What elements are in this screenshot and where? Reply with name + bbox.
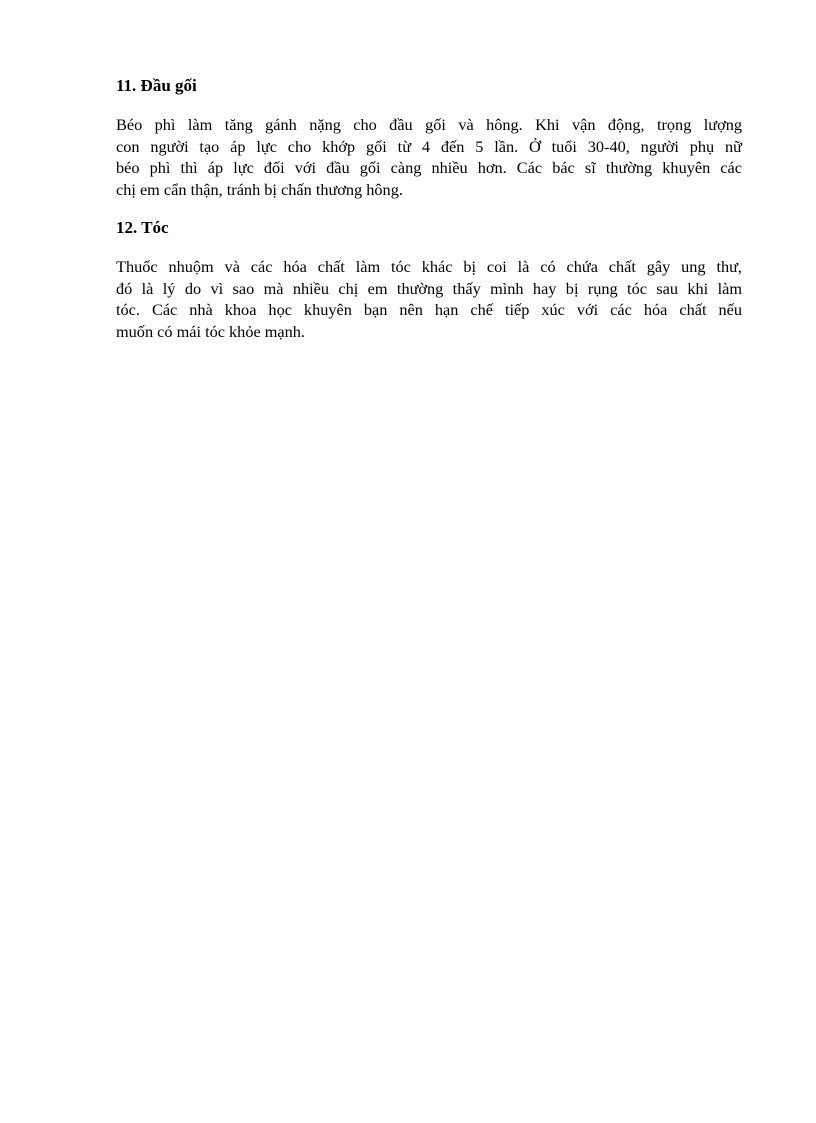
- section-paragraph: [116, 114, 742, 200]
- paragraph-line: con người tạo áp lực cho khớp gối từ 4 đến 5 lần. Ở tuổi 30-40, người phụ nữ: [116, 136, 742, 156]
- section-heading: 12. Tóc: [116, 218, 169, 237]
- paragraph-line: tóc. Các nhà khoa học khuyên bạn nên hạn chế tiếp xúc với các hóa chất nếu: [116, 300, 742, 319]
- section-heading: 11. Đầu gối: [116, 76, 197, 95]
- paragraph-line: muốn có mái tóc khỏe mạnh.: [116, 321, 305, 341]
- document-body: [116, 74, 742, 342]
- paragraph-line: đó là lý do vì sao mà nhiều chị em thường thấy mình hay bị rụng tóc sau khi làm: [116, 278, 742, 298]
- paragraph-line: Thuốc nhuộm và các hóa chất làm tóc khác bị coi là có chứa chất gây ung thư,: [116, 257, 742, 276]
- paragraph-line: Béo phì làm tăng gánh nặng cho đầu gối và hông. Khi vận động, trọng lượng: [116, 115, 742, 134]
- section-paragraph: [116, 256, 742, 342]
- section-knees: [116, 74, 742, 200]
- paragraph-line: béo phì thì áp lực đối với đầu gối càng nhiều hơn. Các bác sĩ thường khuyên các: [116, 158, 742, 177]
- section-hair: [116, 216, 742, 342]
- paragraph-line: chị em cẩn thận, tránh bị chấn thương hông.: [116, 179, 403, 199]
